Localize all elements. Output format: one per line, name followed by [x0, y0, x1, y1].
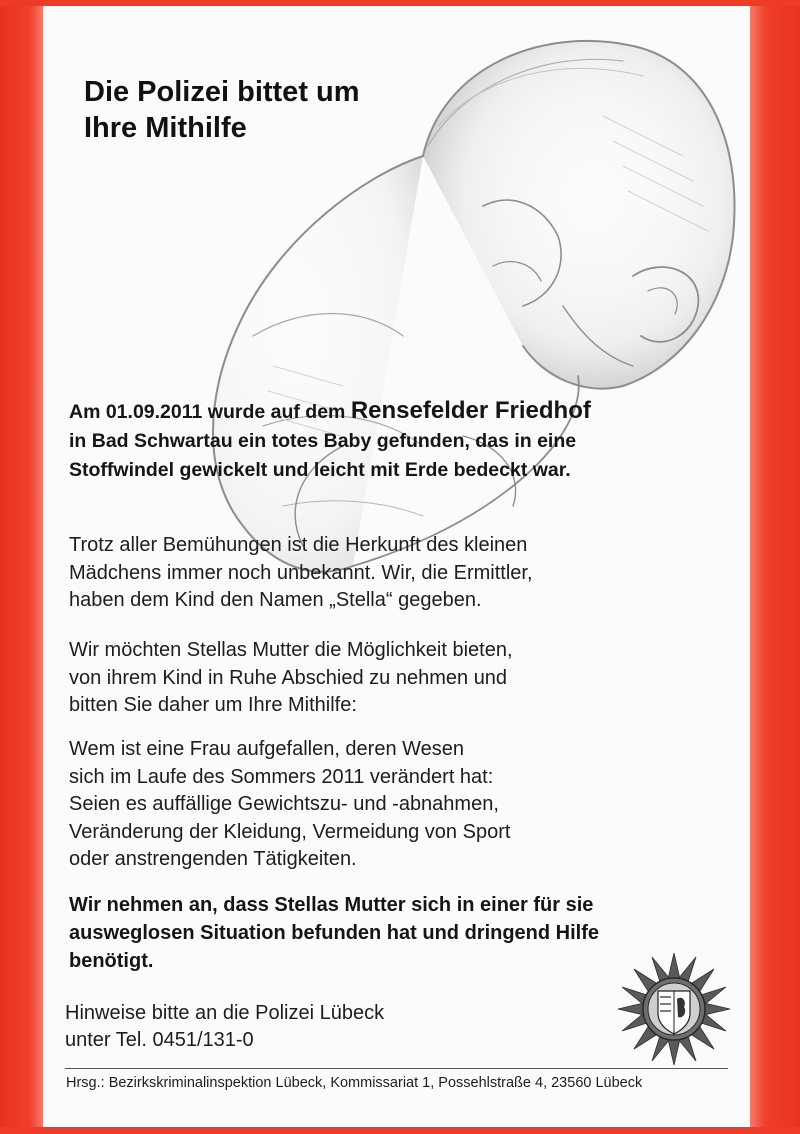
paragraph-2: [69, 637, 689, 720]
appeal-line-1: Wir nehmen an, dass Stellas Mutter sich in einer für sie: [69, 894, 594, 916]
paragraph-1-line-1: Trotz aller Bemühungen ist die Herkunft des kleinen: [69, 534, 528, 556]
lead-place: Rensefelder Friedhof: [350, 397, 591, 424]
lead-prefix: Am 01.09.2011 wurde auf dem: [69, 401, 351, 423]
paragraph-2-line-2: von ihrem Kind in Ruhe Abschied zu nehmen und: [69, 666, 508, 689]
page-title: [84, 74, 360, 146]
paragraph-3-line-3: Seien es auffällige Gewichtszu- und -abnahmen,: [69, 793, 499, 815]
appeal-line-2: ausweglosen Situation befunden hat und dringend Hilfe: [69, 922, 600, 944]
contact-line-1: Hinweise bitte an die Polizei Lübeck: [65, 1002, 385, 1024]
title-line-2: Ihre Mithilfe: [84, 112, 247, 144]
lead-line-2: in Bad Schwartau ein totes Baby gefunden, das in eine: [69, 430, 577, 452]
paragraph-1: [69, 532, 689, 615]
appeal-line-3: benötigt.: [69, 950, 154, 972]
appeal-paragraph: [69, 891, 709, 975]
red-frame-right: [750, 0, 800, 1134]
paragraph-3-line-2: sich im Laufe des Sommers 2011 verändert hat:: [69, 765, 494, 788]
paragraph-2-line-3: bitten Sie daher um Ihre Mithilfe:: [69, 694, 357, 716]
police-star-emblem-icon: [615, 950, 733, 1068]
publisher-footer: Hrsg.: Bezirkskriminalinspektion Lübeck, Kommissariat 1, Possehlstraße 4, 23560 Lübeck: [66, 1075, 643, 1091]
paragraph-1-line-2: Mädchens immer noch unbekannt. Wir, die Ermittler,: [69, 561, 533, 584]
contact-info: [65, 1000, 384, 1054]
red-frame-bottom: [0, 1127, 800, 1134]
paragraph-1-line-3: haben dem Kind den Namen „Stella“ gegeben.: [69, 589, 482, 611]
paragraph-3-line-1: Wem ist eine Frau aufgefallen, deren Wesen: [69, 738, 465, 760]
title-line-1: Die Polizei bittet um: [84, 76, 360, 108]
paragraph-3: [69, 736, 689, 874]
footer-divider: [65, 1068, 728, 1069]
paragraph-2-line-1: Wir möchten Stellas Mutter die Möglichkeit bieten,: [69, 639, 513, 661]
lead-line-3: Stoffwindel gewickelt und leicht mit Erde bedeckt war.: [69, 459, 571, 481]
paragraph-3-line-5: oder anstrengenden Tätigkeiten.: [69, 848, 357, 870]
lead-paragraph: [69, 396, 729, 485]
red-frame-left: [0, 0, 43, 1134]
contact-phone: unter Tel. 0451/131-0: [65, 1029, 254, 1051]
paragraph-3-line-4: Veränderung der Kleidung, Vermeidung von Sport: [69, 820, 511, 843]
